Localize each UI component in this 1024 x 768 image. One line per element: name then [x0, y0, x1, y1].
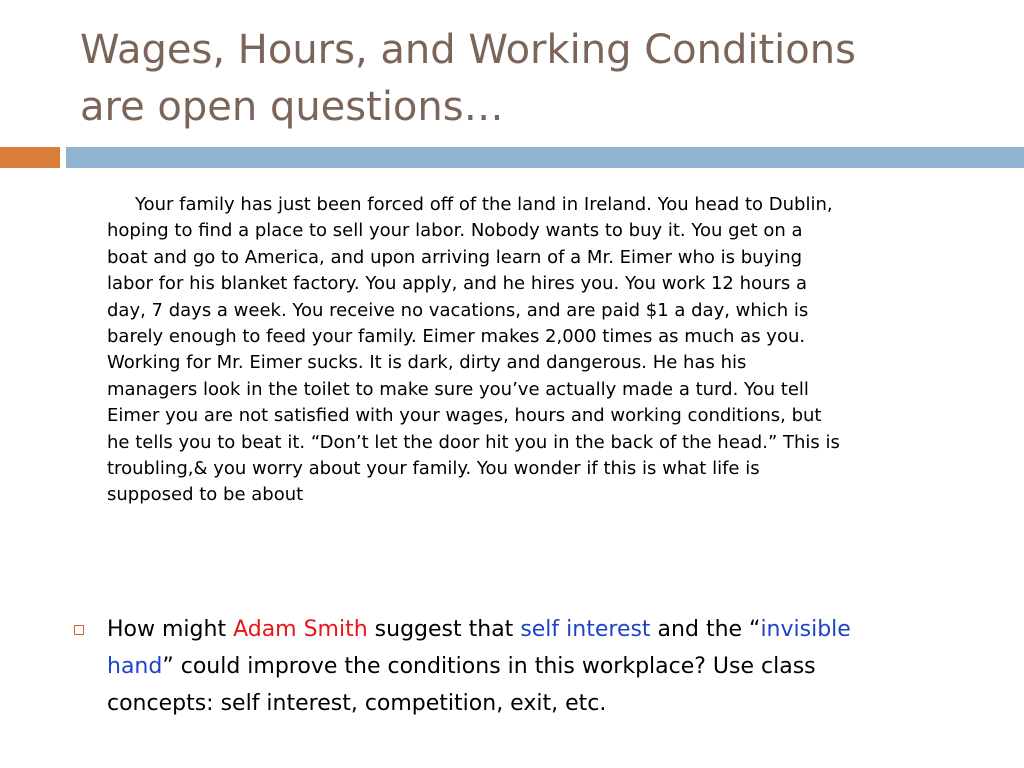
story-line: troubling,& you worry about your family. You wonder if this is what life is [107, 458, 760, 480]
invisible-highlight: invisible [760, 617, 851, 642]
story-line: he tells you to beat it. “Don’t let the door hit you in the back of the head.” This is [107, 431, 840, 453]
hollow-square-bullet-icon [74, 625, 84, 635]
question-text-part: and the “ [650, 617, 761, 642]
question-line-2 [107, 648, 1007, 685]
hand-highlight: hand [107, 654, 163, 679]
blue-accent-bar [66, 147, 1024, 168]
adam-smith-highlight: Adam Smith [233, 617, 368, 642]
story-line: day, 7 days a week. You receive no vacations, and are paid $1 a day, which is [107, 299, 809, 321]
slide-title [80, 22, 1000, 136]
slide-title-line-2: are open questions… [80, 84, 504, 130]
story-line: boat and go to America, and upon arriving learn of a Mr. Eimer who is buying [107, 246, 803, 268]
slide-title-line-1: Wages, Hours, and Working Conditions [80, 27, 856, 73]
story-line: barely enough to feed your family. Eimer makes 2,000 times as much as you. [107, 326, 806, 348]
story-line: Eimer you are not satisfied with your wages, hours and working conditions, but [107, 405, 822, 427]
story-paragraph [107, 192, 1012, 509]
question-text-part: ” could improve the conditions in this workplace? Use class [162, 654, 816, 679]
question-line-1 [107, 611, 1007, 648]
story-line: labor for his blanket factory. You apply, and he hires you. You work 12 hours a [107, 273, 807, 295]
question-text-part: suggest that [367, 617, 521, 642]
question-text-part: How might [107, 617, 234, 642]
question-text [107, 611, 1007, 722]
orange-accent-bar [0, 147, 60, 168]
self-interest-highlight: self interest [520, 617, 651, 642]
story-line: Your family has just been forced off of the land in Ireland. You head to Dublin, [135, 194, 833, 215]
story-line: managers look in the toilet to make sure you’ve actually made a turd. You tell [107, 378, 809, 400]
story-line: hoping to find a place to sell your labor. Nobody wants to buy it. You get on a [107, 220, 803, 242]
question-line-3: concepts: self interest, competition, exit, etc. [107, 691, 607, 716]
story-line: Working for Mr. Eimer sucks. It is dark, dirty and dangerous. He has his [107, 352, 747, 374]
story-line: supposed to be about [107, 484, 304, 506]
